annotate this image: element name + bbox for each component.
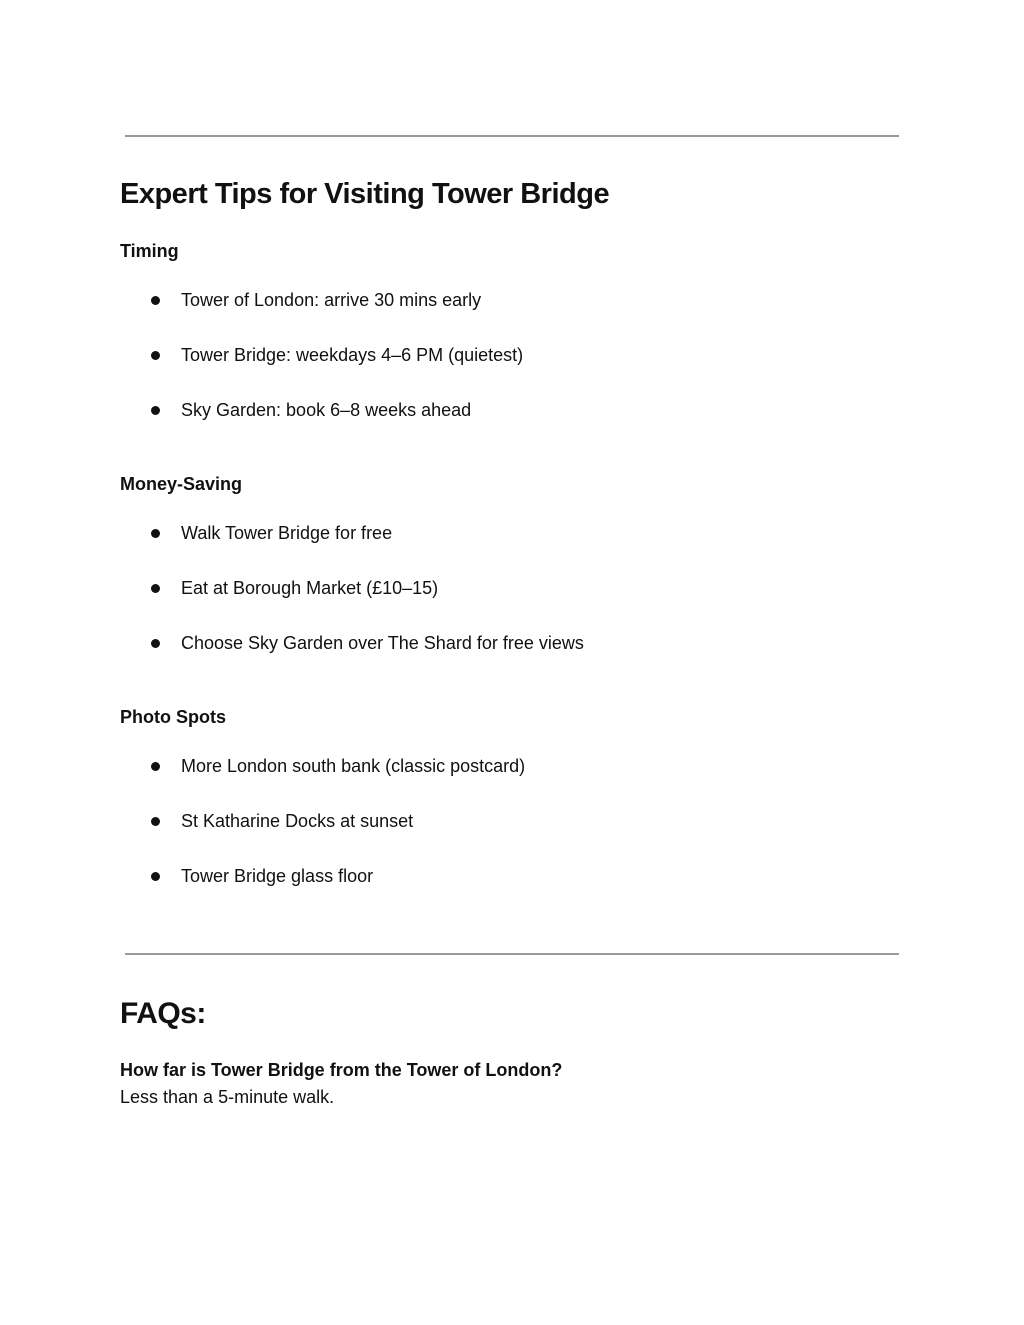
- faqs-heading: FAQs:: [120, 997, 206, 1030]
- list-item-text: Tower of London: arrive 30 mins early: [181, 289, 482, 310]
- list-item: [150, 576, 438, 600]
- list-item-text: More London south bank (classic postcard): [181, 755, 526, 776]
- bullet-icon: [151, 296, 160, 305]
- bullet-icon: [151, 351, 160, 360]
- list-item-text: Tower Bridge glass floor: [181, 865, 374, 886]
- bullet-icon: [151, 529, 160, 538]
- bullet-icon: [151, 639, 160, 648]
- divider-top: [125, 135, 899, 137]
- list-item-text: Tower Bridge: weekdays 4–6 PM (quietest): [181, 344, 524, 365]
- list-item: [150, 521, 392, 545]
- list-item: [150, 809, 413, 833]
- list-item-text: St Katharine Docks at sunset: [181, 810, 414, 831]
- faq-question: How far is Tower Bridge from the Tower of London?: [120, 1060, 563, 1080]
- list-item: [150, 864, 373, 888]
- section-title-money-saving: Money-Saving: [120, 474, 243, 494]
- divider-faqs: [125, 953, 899, 955]
- list-item: [150, 343, 523, 367]
- section-title-photo-spots: Photo Spots: [120, 707, 226, 727]
- list-item: [150, 288, 481, 312]
- list-item-text: Choose Sky Garden over The Shard for free views: [181, 632, 584, 653]
- bullet-icon: [151, 584, 160, 593]
- bullet-icon: [151, 406, 160, 415]
- faq-answer: Less than a 5-minute walk.: [120, 1087, 335, 1107]
- bullet-icon: [151, 762, 160, 771]
- list-item-text: Eat at Borough Market (£10–15): [181, 577, 439, 598]
- bullet-icon: [151, 817, 160, 826]
- list-item-text: Sky Garden: book 6–8 weeks ahead: [181, 399, 472, 420]
- section-title-timing: Timing: [120, 241, 179, 261]
- tips-heading: Expert Tips for Visiting Tower Bridge: [120, 178, 610, 210]
- list-item: [150, 631, 584, 655]
- bullet-icon: [151, 872, 160, 881]
- list-item: [150, 754, 525, 778]
- list-item-text: Walk Tower Bridge for free: [181, 522, 393, 543]
- list-item: [150, 398, 471, 422]
